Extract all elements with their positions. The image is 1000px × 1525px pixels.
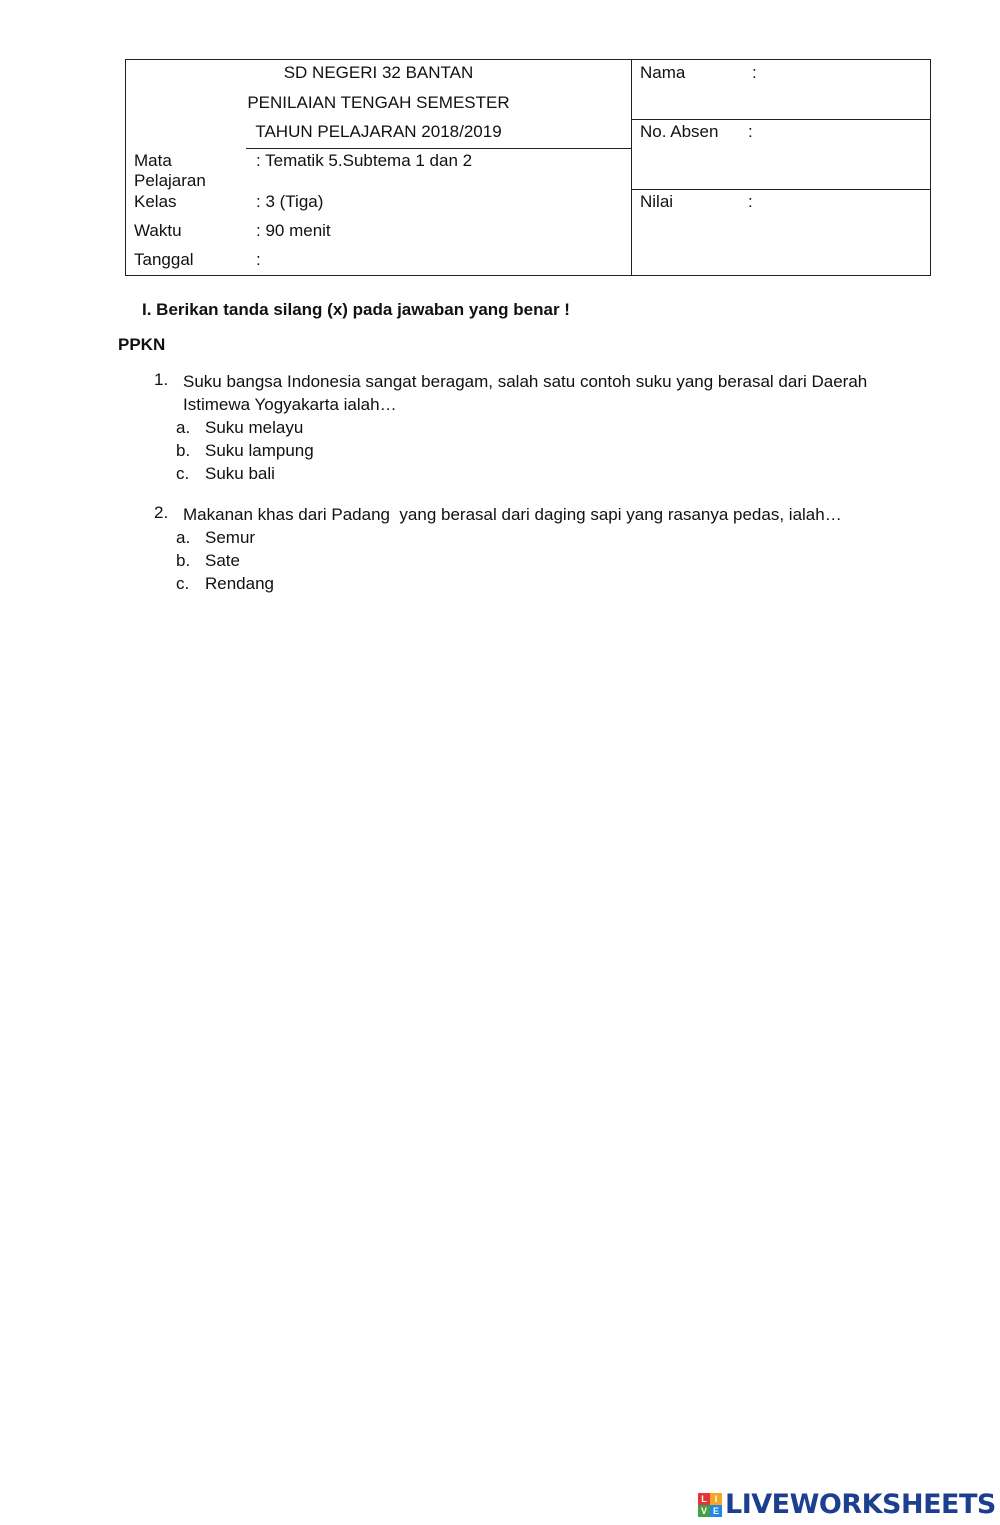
logo-mark-letter: I [710, 1493, 722, 1505]
question-number: 2. [154, 503, 169, 522]
field-value-nilai[interactable]: : [748, 192, 753, 211]
header-divider-right-1 [631, 119, 931, 120]
field-label-no-absen: No. Absen [640, 122, 719, 141]
question-text: Suku bangsa Indonesia sangat beragam, salah satu contoh suku yang berasal dari Daerah Istimewa Yogyakarta ialah… [183, 372, 868, 414]
header-divider-vertical [631, 60, 632, 276]
exam-title: PENILAIAN TENGAH SEMESTER [247, 93, 510, 112]
field-label-nama: Nama [640, 63, 686, 82]
option-text: Rendang [205, 574, 275, 593]
logo-mark-letter: L [698, 1493, 710, 1505]
question-1 [154, 370, 934, 485]
field-label-kelas: Kelas [134, 192, 177, 211]
field-value-no-absen[interactable]: : [748, 122, 753, 141]
option-a[interactable] [176, 416, 934, 439]
subject-heading: PPKN [118, 335, 166, 354]
question-text: Makanan khas dari Padang yang berasal dari daging sapi yang rasanya pedas, ialah… [183, 505, 842, 524]
instruction-heading: I. Berikan tanda silang (x) pada jawaban yang benar ! [142, 300, 570, 319]
option-letter: a. [176, 418, 191, 437]
liveworksheets-logo [698, 1489, 996, 1520]
header-divider-left [246, 148, 631, 149]
option-c[interactable] [176, 462, 934, 485]
option-letter: a. [176, 528, 191, 547]
field-label-waktu: Waktu [134, 221, 182, 240]
option-text: Sate [205, 551, 240, 570]
option-c[interactable] [176, 572, 934, 595]
field-value-kelas: : 3 (Tiga) [256, 192, 324, 211]
option-text: Suku bali [205, 464, 275, 483]
option-b[interactable] [176, 549, 934, 572]
field-value-tanggal[interactable]: : [256, 250, 261, 269]
option-b[interactable] [176, 439, 934, 462]
option-letter: b. [176, 551, 191, 570]
option-letter: c. [176, 464, 190, 483]
exam-header-table [125, 59, 931, 276]
field-value-nama[interactable]: : [752, 63, 757, 82]
option-letter: c. [176, 574, 190, 593]
logo-wordmark: LIVEWORKSHEETS [725, 1489, 996, 1520]
header-divider-right-2 [631, 189, 931, 190]
field-label-mata-pelajaran: Mata Pelajaran [134, 151, 206, 190]
option-letter: b. [176, 441, 191, 460]
logo-mark-letter: V [698, 1505, 710, 1517]
field-value-mata-pelajaran: : Tematik 5.Subtema 1 dan 2 [256, 151, 473, 170]
option-text: Suku lampung [205, 441, 314, 460]
option-a[interactable] [176, 526, 934, 549]
options-list [176, 526, 934, 595]
option-text: Semur [205, 528, 256, 547]
academic-year: TAHUN PELAJARAN 2018/2019 [255, 122, 502, 141]
question-2 [154, 503, 934, 595]
field-label-tanggal: Tanggal [134, 250, 194, 269]
options-list [176, 416, 934, 485]
logo-mark-letter: E [710, 1505, 722, 1517]
field-value-waktu: : 90 menit [256, 221, 331, 240]
option-text: Suku melayu [205, 418, 304, 437]
question-number: 1. [154, 370, 169, 389]
liveworksheets-logo-icon [698, 1493, 722, 1517]
field-label-nilai: Nilai [640, 192, 674, 211]
school-name: SD NEGERI 32 BANTAN [283, 63, 474, 82]
